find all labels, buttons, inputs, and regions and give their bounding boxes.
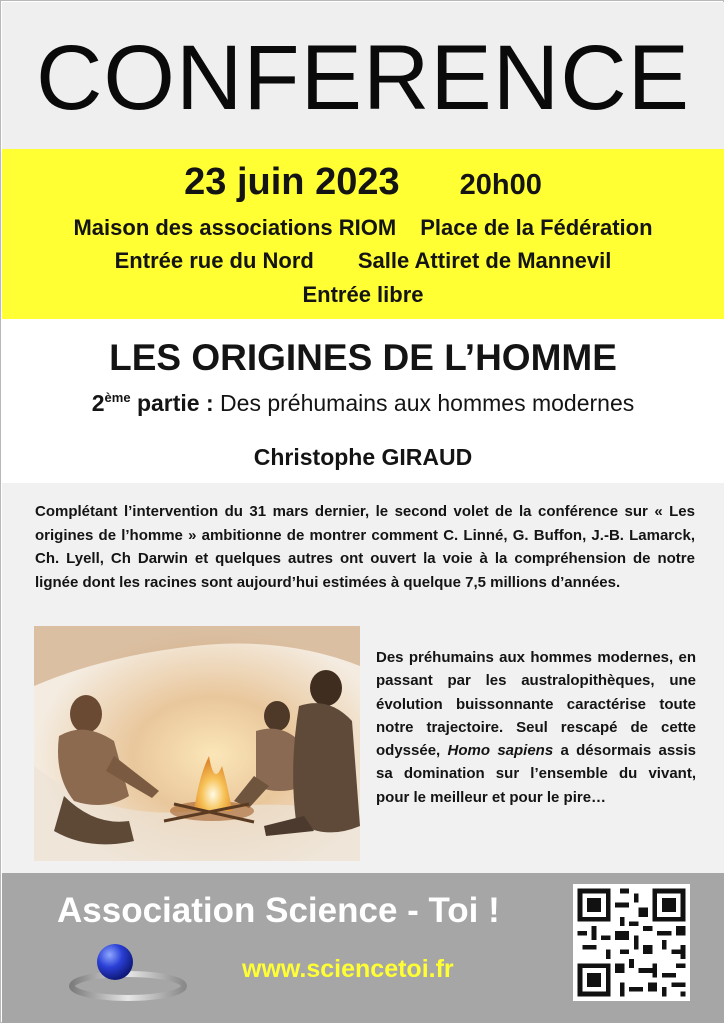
entrance-line <box>2 250 724 272</box>
date-time-line <box>2 163 724 201</box>
event-venue: Maison des associations RIOM <box>73 215 397 240</box>
side-text-end: a désormais assis sa domination sur l’ensemble du vivant, pour le meilleur et pour le pire… <box>376 742 697 806</box>
website-link[interactable]: www.sciencetoi.fr <box>242 955 454 983</box>
event-admission: Entrée libre <box>302 282 424 307</box>
side-text-species: Homo sapiens <box>447 742 554 760</box>
event-place: Place de la Fédération <box>420 215 653 240</box>
description-band <box>2 483 724 873</box>
event-info-band <box>2 149 724 319</box>
header-band <box>2 2 724 149</box>
admission-line <box>2 284 724 306</box>
qr-code-icon[interactable] <box>573 884 690 1001</box>
part-label: partie : <box>130 390 214 416</box>
subtitle-text: Des préhumains aux hommes modernes <box>213 390 635 416</box>
event-room: Salle Attiret de Mannevil <box>357 248 612 273</box>
event-time: 20h00 <box>459 169 542 201</box>
talk-band <box>2 319 724 483</box>
event-date: 23 juin 2023 <box>184 161 400 203</box>
speaker-name: Christophe GIRAUD <box>253 444 473 470</box>
association-name: Association Science - Toi ! <box>57 891 500 930</box>
prehistoric-campfire-illustration <box>34 626 360 861</box>
side-text-start: Des préhumains aux hommes modernes, en passant par les australopithèques, une évolution buissonnante caractérise toute notre trajectoire. Seul rescapé de cette odyssée, <box>376 649 696 760</box>
part-number: 2 <box>91 390 105 416</box>
part-sup: ème <box>104 390 131 405</box>
blue-sphere-logo-icon <box>68 938 188 1008</box>
intro-paragraph: Complétant l’intervention du 31 mars dernier, le second volet de la conférence sur « Les origines de l’homme » ambitionne de montrer comment C. Linné, G. Buffon, J.-B. Lamarck, Ch. Lyell, Ch Darwin et quelques autres ont ouvert la voie à la compréhension de notre lignée dont les racines sont aujourd’hui estimées à quelque 7,5 millions d’années. <box>35 503 695 591</box>
footer-band <box>2 873 724 1023</box>
talk-title: LES ORIGINES DE L’HOMME <box>109 337 617 378</box>
talk-subtitle <box>2 391 724 415</box>
side-paragraph <box>376 646 696 809</box>
conference-title: CONFERENCE <box>35 27 691 129</box>
event-entrance: Entrée rue du Nord <box>114 248 314 273</box>
venue-line <box>2 217 724 239</box>
